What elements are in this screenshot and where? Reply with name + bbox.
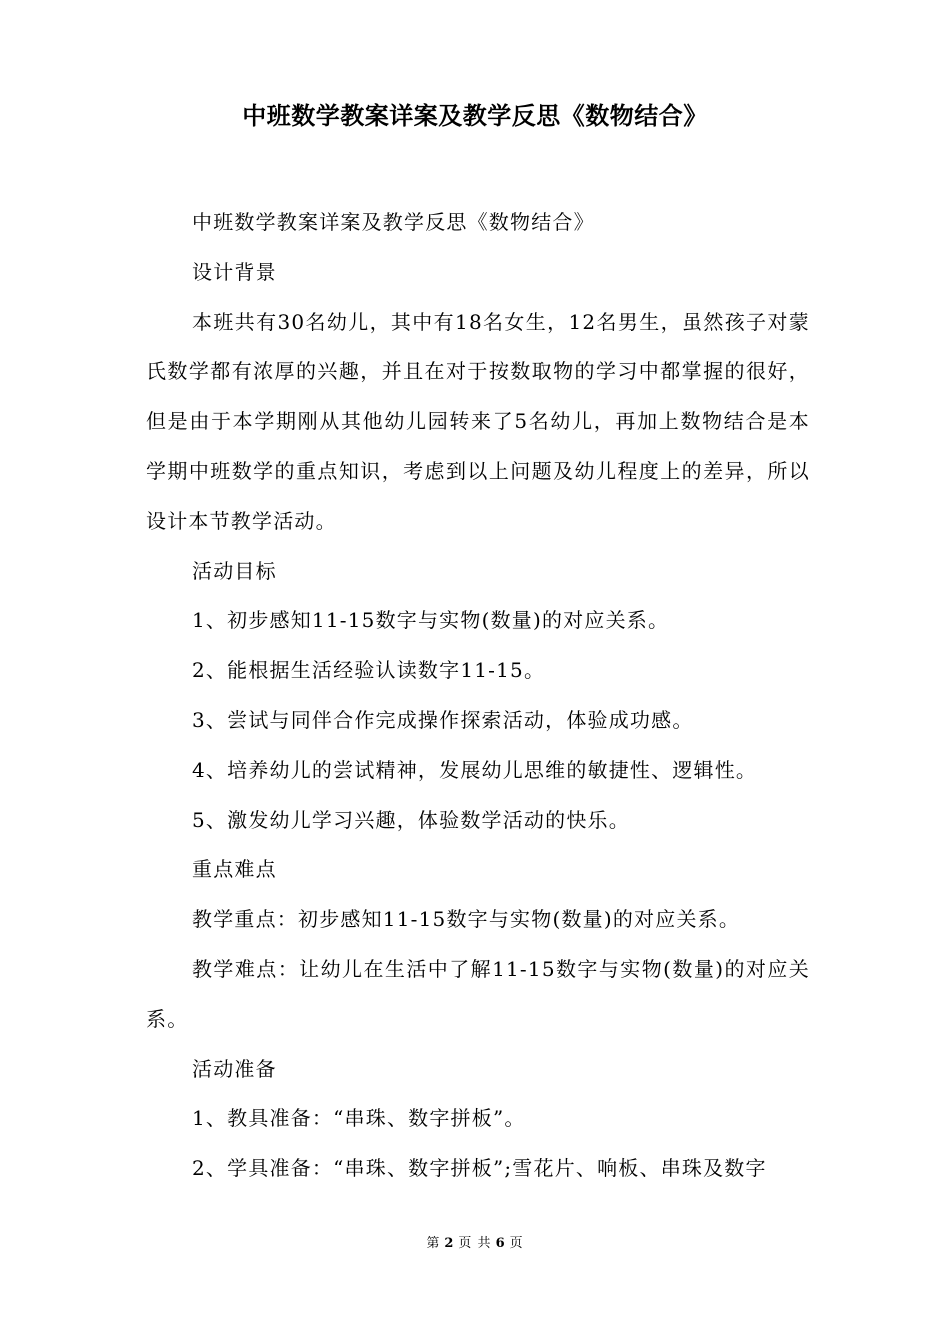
goal-item-4: 4、培养幼儿的尝试精神，发展幼儿思维的敏捷性、逻辑性。 <box>192 757 758 782</box>
goal-item-5: 5、激发幼儿学习兴趣，体验数学活动的快乐。 <box>192 807 630 832</box>
preparation-item-1: 1、教具准备：“串珠、数字拼板”。 <box>192 1106 526 1131</box>
footer-current-page: 2 <box>444 1236 455 1251</box>
document-body <box>146 198 810 1194</box>
section-heading-key-points: 重点难点 <box>192 857 277 882</box>
footer-prefix: 第 <box>426 1236 441 1251</box>
section-heading-preparation: 活动准备 <box>192 1056 277 1081</box>
page-footer <box>0 1234 950 1254</box>
goal-item-2: 2、能根据生活经验认读数字11-15。 <box>192 658 546 683</box>
key-point-difficulty: 教学难点：让幼儿在生活中了解11-15数字与实物(数量)的对应关系。 <box>146 956 810 1031</box>
goal-item-1: 1、初步感知11-15数字与实物(数量)的对应关系。 <box>192 608 670 633</box>
goal-item-3: 3、尝试与同伴合作完成操作探索活动，体验成功感。 <box>192 707 694 732</box>
section-heading-goals: 活动目标 <box>192 558 277 583</box>
paragraph-heading: 中班数学教案详案及教学反思《数物结合》 <box>192 210 595 234</box>
preparation-item-2: 2、学具准备：“串珠、数字拼板”;雪花片、响板、串珠及数字 <box>192 1156 767 1181</box>
section-heading-background: 设计背景 <box>192 259 277 284</box>
footer-middle: 页 共 <box>458 1236 492 1251</box>
footer-suffix: 页 <box>509 1236 524 1251</box>
key-point-focus: 教学重点：初步感知11-15数字与实物(数量)的对应关系。 <box>192 907 741 932</box>
paragraph-background: 本班共有30名幼儿，其中有18名女生，12名男生，虽然孩子对蒙氏数学都有浓厚的兴趣，并且在对于按数取物的学习中都掌握的很好，但是由于本学期刚从其他幼儿园转来了5名幼儿，再加上数物结合是本学期中班数学的重点知识，考虑到以上问题及幼儿程度上的差异，所以设计本节教学活动。 <box>146 309 810 533</box>
footer-total-pages: 6 <box>495 1236 506 1251</box>
document-title: 中班数学教案详案及教学反思《数物结合》 <box>242 102 708 130</box>
